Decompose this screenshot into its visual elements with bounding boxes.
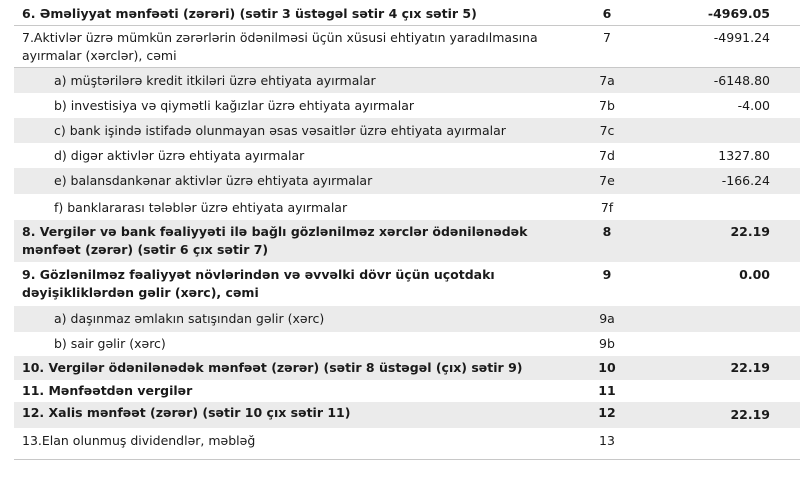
row-label: e) balansdankənar aktivlər üzrə ehtiyata ayırmalar (54, 173, 373, 188)
table-row (14, 143, 800, 168)
row-value: 22.19 (730, 360, 770, 375)
table-row (14, 26, 800, 68)
table-row (14, 332, 800, 356)
row-code: 9b (599, 336, 615, 351)
row-label: 9. Gözlənilməz fəaliyyət növlərindən və əvvəlki dövr üçün uçotdakı dəyişikliklərdən gəlir (xərc), cəmi (22, 267, 495, 300)
row-code: 8 (602, 224, 612, 239)
row-value: -166.24 (721, 173, 770, 188)
row-value: -4969.05 (707, 6, 770, 21)
table-row (14, 118, 800, 143)
row-code: 11 (598, 383, 616, 398)
row-label: 8. Vergilər və bank fəaliyyəti ilə bağlı gözlənilməz xərclər ödənilənədək mənfəət (zərər) (sətir 6 çıx sətir 7) (22, 224, 528, 257)
row-label: 6. Əməliyyat mənfəəti (zərəri) (sətir 3 üstəgəl sətir 4 çıx sətir 5) (22, 6, 477, 21)
row-label: a) daşınmaz əmlakın satışından gəlir (xərc) (54, 311, 325, 326)
row-label: b) investisiya və qiymətli kağızlar üzrə ehtiyata ayırmalar (54, 98, 415, 113)
row-code: 12 (598, 405, 616, 420)
row-label: 7.Aktivlər üzrə mümkün zərərlərin ödənilməsi üçün xüsusi ehtiyatın yaradılmasına ayırmalar (xərclər), cəmi (22, 30, 538, 63)
row-code: 7b (599, 98, 615, 113)
row-value: -4.00 (737, 98, 770, 113)
row-code: 7a (599, 73, 615, 88)
row-code: 7f (600, 200, 614, 215)
row-value: 0.00 (739, 267, 770, 282)
row-value: -4991.24 (713, 30, 770, 45)
row-label: b) sair gəlir (xərc) (54, 336, 166, 351)
table-row (14, 0, 800, 26)
row-code: 10 (598, 360, 616, 375)
row-value: 22.19 (730, 224, 770, 239)
row-value: 1327.80 (718, 148, 770, 163)
row-label: 10. Vergilər ödənilənədək mənfəət (zərər) (sətir 8 üstəgəl (çıx) sətir 9) (22, 360, 523, 375)
table-row (14, 428, 800, 458)
row-label: c) bank işində istifadə olunmayan əsas vəsaitlər üzrə ehtiyata ayırmalar (54, 123, 506, 138)
table-row (14, 380, 800, 402)
row-label: 13.Elan olunmuş dividendlər, məbləğ (22, 433, 256, 448)
table-row (14, 68, 800, 93)
row-value: -6148.80 (713, 73, 770, 88)
table-row (14, 306, 800, 332)
row-code: 7c (599, 123, 615, 138)
row-label: 12. Xalis mənfəət (zərər) (sətir 10 çıx sətir 11) (22, 405, 351, 420)
row-code: 9 (602, 267, 612, 282)
row-label: 11. Mənfəətdən vergilər (22, 383, 193, 398)
row-code: 7e (599, 173, 615, 188)
row-label: f) banklararası tələblər üzrə ehtiyata ayırmalar (54, 200, 348, 215)
table-row (14, 220, 800, 262)
row-code: 9a (599, 311, 615, 326)
table-row (14, 93, 800, 118)
table-row (14, 356, 800, 380)
table-row (14, 168, 800, 194)
row-code: 13 (599, 433, 615, 448)
table-bottom-divider (14, 459, 800, 460)
row-label: d) digər aktivlər üzrə ehtiyata ayırmalar (54, 148, 305, 163)
row-label: a) müştərilərə kredit itkiləri üzrə ehtiyata ayırmalar (54, 73, 376, 88)
table-row (14, 402, 800, 428)
row-code: 7 (603, 30, 611, 45)
row-value: 22.19 (730, 407, 770, 422)
row-code: 7d (599, 148, 615, 163)
table-row (14, 194, 800, 220)
row-code: 6 (602, 6, 612, 21)
table-row (14, 262, 800, 306)
